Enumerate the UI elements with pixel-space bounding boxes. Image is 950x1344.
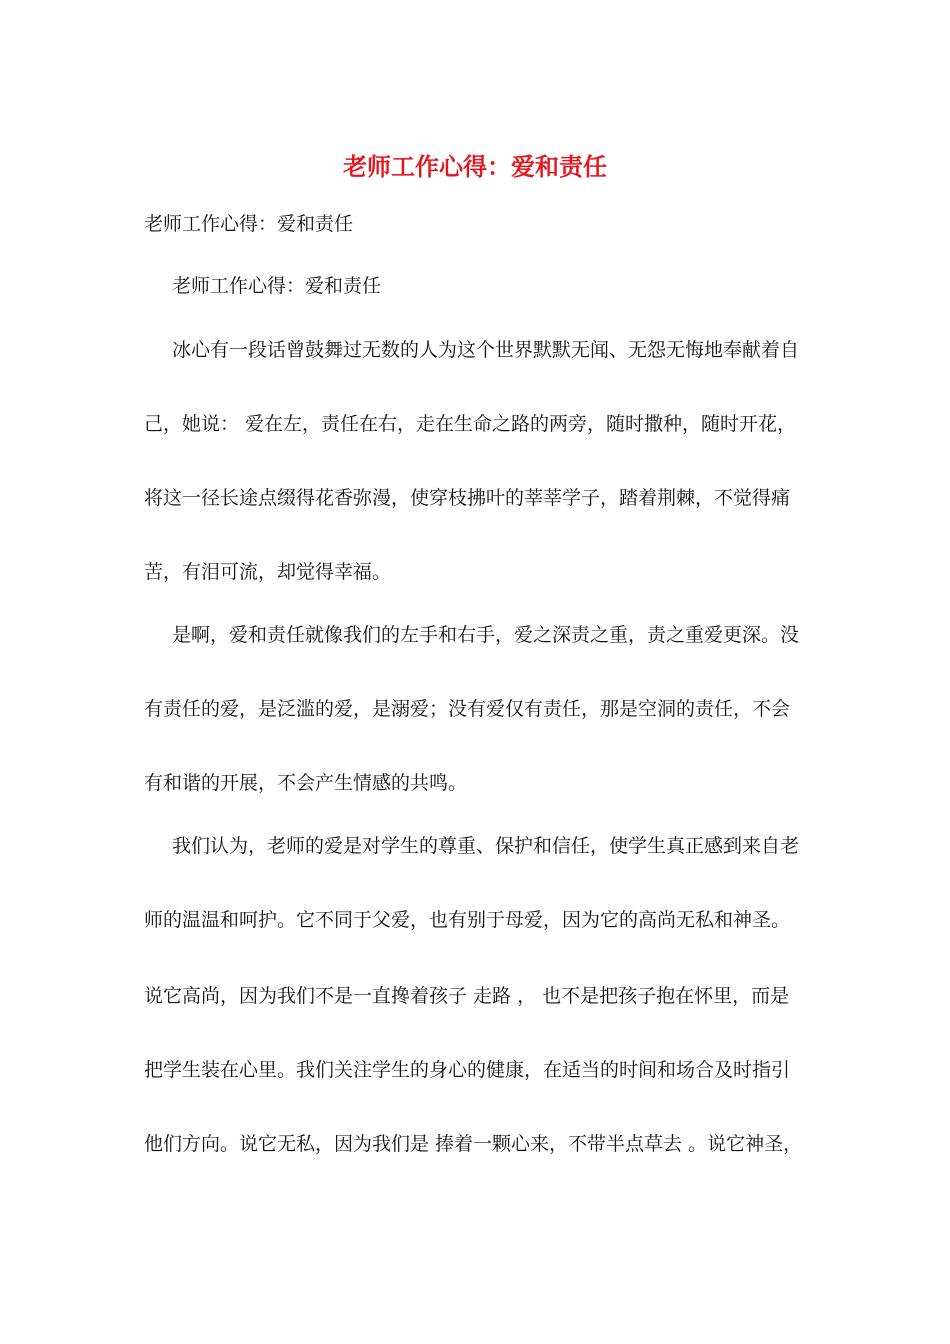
paragraph-2-line-2: 有责任的爱，是泛滥的爱，是溺爱；没有爱仅有责任，那是空洞的责任，不会 bbox=[144, 698, 791, 720]
document-title: 老师工作心得：爱和责任 bbox=[343, 152, 607, 181]
paragraph-1-line-1: 冰心有一段话曾鼓舞过无数的人为这个世界默默无闻、无怨无悔地奉献着自 bbox=[172, 339, 800, 361]
paragraph-1-line-4: 苦，有泪可流，却觉得幸福。 bbox=[144, 561, 392, 583]
paragraph-1-line-2: 己，她说： 爱在左，责任在右，走在生命之路的两旁，随时撒种，随时开花， bbox=[144, 413, 797, 435]
paragraph-3-line-4: 把学生装在心里。我们关注学生的身心的健康，在适当的时间和场合及时指引 bbox=[144, 1059, 791, 1081]
paragraph-2-line-3: 有和谐的开展，不会产生情感的共鸣。 bbox=[144, 772, 468, 794]
paragraph-3-line-5: 他们方向。说它无私，因为我们是 捧着一颗心来，不带半点草去 。说它神圣， bbox=[144, 1133, 803, 1155]
paragraph-3-line-3: 说它高尚，因为我们不是一直搀着孩子 走路 ， 也不是把孩子抱在怀里，而是 bbox=[144, 985, 790, 1007]
paragraph-3-line-2: 师的温温和呵护。它不同于父爱，也有别于母爱，因为它的高尚无私和神圣。 bbox=[144, 909, 791, 931]
paragraph-1-line-3: 将这一径长途点缀得花香弥漫，使穿枝拂叶的莘莘学子，踏着荆棘，不觉得痛 bbox=[144, 487, 791, 509]
paragraph-3-line-1: 我们认为，老师的爱是对学生的尊重、保护和信任，使学生真正感到来自老 bbox=[172, 835, 800, 857]
paragraph-2-line-1: 是啊，爱和责任就像我们的左手和右手，爱之深责之重，责之重爱更深。没 bbox=[172, 624, 800, 646]
subtitle-line-indented: 老师工作心得：爱和责任 bbox=[172, 275, 382, 297]
subtitle-line: 老师工作心得：爱和责任 bbox=[144, 213, 354, 235]
